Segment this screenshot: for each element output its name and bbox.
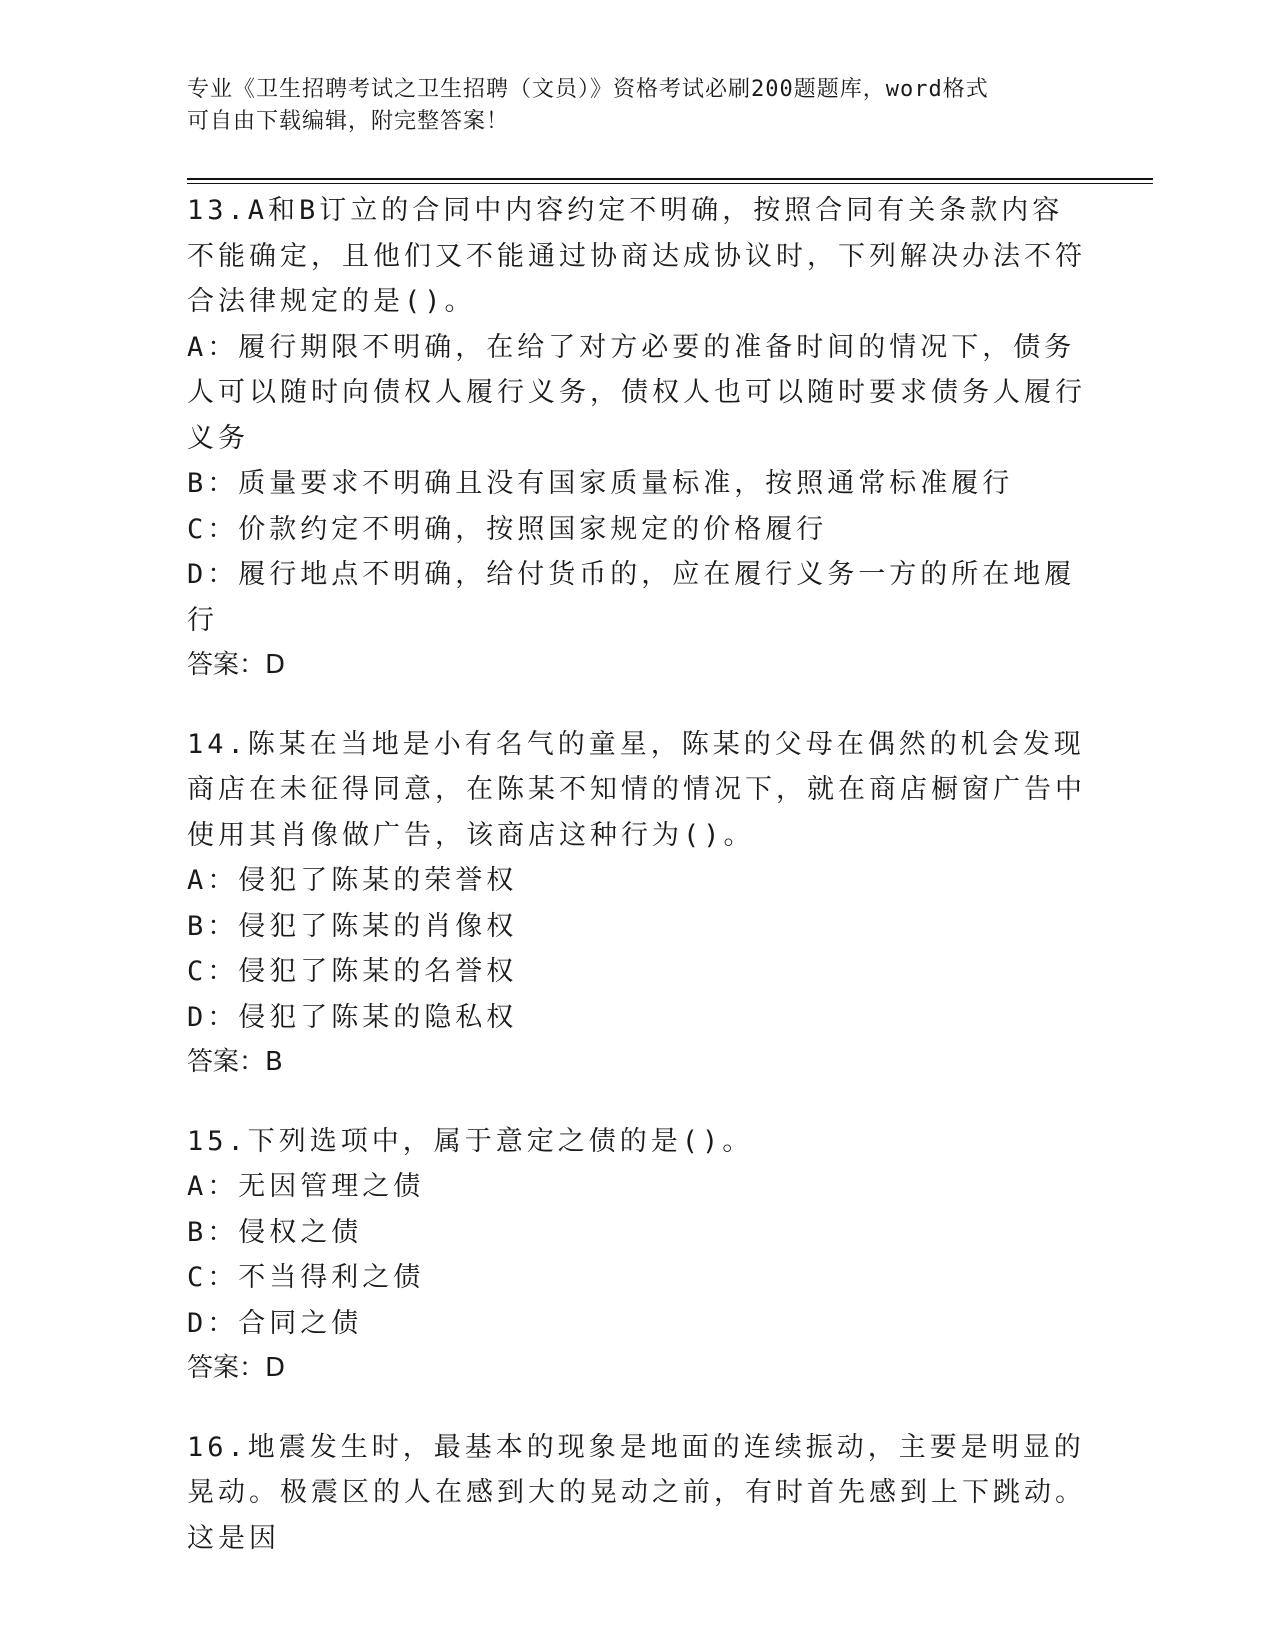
question-14 bbox=[187, 722, 1087, 1086]
question-stem: 16.地震发生时，最基本的现象是地面的连续振动，主要是明显的晃动。极震区的人在感到大的晃动之前，有时首先感到上下跳动。这是因 bbox=[187, 1431, 1086, 1554]
header-rule-thick bbox=[187, 178, 1153, 180]
header-rule-thin bbox=[187, 183, 1153, 184]
option-d: D：侵犯了陈某的隐私权 bbox=[187, 1001, 518, 1033]
option-c: C：不当得利之债 bbox=[187, 1262, 425, 1293]
question-stem: 13.A和B订立的合同中内容约定不明确，按照合同有关条款内容不能确定，且他们又不能通过协商达成协议时，下列解决办法不符合法律规定的是()。 bbox=[187, 195, 1086, 317]
question-stem: 15.下列选项中，属于意定之债的是()。 bbox=[187, 1125, 754, 1157]
answer: 答案：D bbox=[187, 650, 286, 680]
option-c: C：价款约定不明确，按照国家规定的价格履行 bbox=[187, 513, 828, 545]
question-16 bbox=[187, 1425, 1087, 1562]
answer: 答案：B bbox=[187, 1047, 283, 1077]
option-b: B：侵权之债 bbox=[187, 1216, 363, 1248]
question-list bbox=[187, 188, 1087, 1594]
option-d: D：履行地点不明确，给付货币的，应在履行义务一方的所在地履行 bbox=[187, 559, 1076, 636]
document-header bbox=[187, 74, 1087, 138]
option-a: A：无因管理之债 bbox=[187, 1171, 425, 1202]
answer: 答案：D bbox=[187, 1353, 286, 1383]
option-b: B：质量要求不明确且没有国家质量标准，按照通常标准履行 bbox=[187, 468, 1014, 499]
option-a: A：履行期限不明确，在给了对方必要的准备时间的情况下，债务人可以随时向债权人履行义务，债权人也可以随时要求债务人履行义务 bbox=[187, 331, 1086, 454]
header-line-1: 专业《卫生招聘考试之卫生招聘（文员）》资格考试必刷200题题库，word格式 bbox=[187, 77, 989, 102]
question-stem: 14.陈某在当地是小有名气的童星，陈某的父母在偶然的机会发现商店在未征得同意，在陈某不知情的情况下，就在商店橱窗广告中使用其肖像做广告，该商店这种行为()。 bbox=[187, 728, 1086, 851]
option-c: C：侵犯了陈某的名誉权 bbox=[187, 956, 518, 987]
question-15 bbox=[187, 1119, 1087, 1392]
header-line-2: 可自由下载编辑，附完整答案！ bbox=[187, 109, 510, 134]
option-b: B：侵犯了陈某的肖像权 bbox=[187, 910, 518, 942]
option-a: A：侵犯了陈某的荣誉权 bbox=[187, 865, 518, 896]
question-13 bbox=[187, 188, 1087, 689]
option-d: D：合同之债 bbox=[187, 1307, 363, 1339]
